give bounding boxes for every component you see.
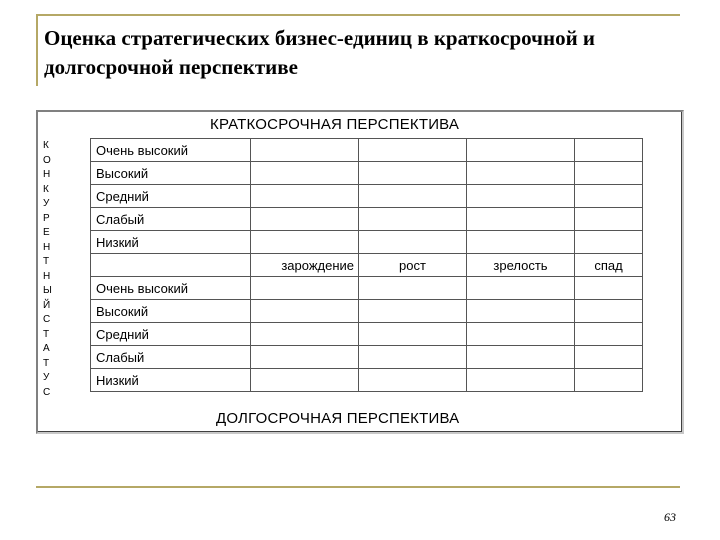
- table-row: [91, 231, 643, 254]
- matrix-cell: [251, 231, 359, 254]
- matrix-cell: [575, 346, 643, 369]
- vertical-letter: Т: [43, 328, 50, 340]
- matrix-cell: [251, 162, 359, 185]
- stage-header-row: [91, 254, 643, 277]
- matrix-cell: [251, 369, 359, 392]
- matrix-cell: [359, 208, 467, 231]
- short-term-heading: КРАТКОСРОЧНАЯ ПЕРСПЕКТИВА: [210, 116, 460, 133]
- matrix-cell: [359, 300, 467, 323]
- vertical-letter: Н: [43, 270, 51, 282]
- matrix-cell: [575, 185, 643, 208]
- slide-title: Оценка стратегических бизнес-единиц в краткосрочной и долгосрочной перспективе: [44, 26, 596, 79]
- matrix-cell: [359, 162, 467, 185]
- vertical-letter: Р: [43, 212, 50, 224]
- stage-label: зарождение: [251, 254, 359, 277]
- row-label: Слабый: [91, 208, 251, 231]
- table-row: [91, 139, 643, 162]
- matrix-cell: [467, 185, 575, 208]
- matrix-cell: [251, 208, 359, 231]
- assessment-matrix: [90, 138, 643, 392]
- competitive-status-vertical-label: [43, 139, 55, 400]
- vertical-letter: Е: [43, 227, 50, 238]
- table-row: [91, 369, 643, 392]
- matrix-cell: [359, 185, 467, 208]
- matrix-cell: [359, 323, 467, 346]
- stage-label: рост: [359, 254, 467, 277]
- stage-label: спад: [575, 254, 643, 277]
- matrix-cell: [467, 139, 575, 162]
- row-label: Средний: [91, 323, 251, 346]
- table-row: [91, 277, 643, 300]
- matrix-cell: [251, 139, 359, 162]
- table-row: [91, 208, 643, 231]
- matrix-cell: [359, 139, 467, 162]
- stage-corner-cell: [91, 254, 251, 277]
- frame-shadow-right: [681, 112, 682, 432]
- matrix-cell: [251, 346, 359, 369]
- matrix-cell: [467, 162, 575, 185]
- vertical-letter: У: [43, 372, 50, 383]
- vertical-letter: Т: [43, 357, 50, 369]
- frame-shadow-bottom: [38, 431, 682, 432]
- vertical-letter: Ы: [43, 285, 52, 296]
- matrix-cell: [359, 346, 467, 369]
- matrix-cell: [575, 208, 643, 231]
- bottom-decor-line: [36, 486, 680, 488]
- row-label: Низкий: [91, 369, 251, 392]
- matrix-cell: [359, 369, 467, 392]
- table-row: [91, 323, 643, 346]
- vertical-letter: К: [43, 183, 49, 195]
- table-row: [91, 300, 643, 323]
- vertical-letter: С: [43, 386, 51, 398]
- matrix-cell: [251, 323, 359, 346]
- vertical-letter: О: [43, 154, 51, 166]
- vertical-letter: С: [43, 314, 51, 325]
- table-row: [91, 185, 643, 208]
- vertical-letter: У: [43, 198, 50, 209]
- matrix-cell: [251, 300, 359, 323]
- row-label: Средний: [91, 185, 251, 208]
- row-label: Высокий: [91, 162, 251, 185]
- matrix-cell: [467, 231, 575, 254]
- row-label: Слабый: [91, 346, 251, 369]
- matrix-cell: [467, 277, 575, 300]
- vertical-letter: Н: [43, 241, 51, 253]
- matrix-cell: [251, 185, 359, 208]
- vertical-letter: Т: [43, 256, 50, 267]
- matrix-cell: [575, 369, 643, 392]
- row-label: Низкий: [91, 231, 251, 254]
- matrix-cell: [359, 231, 467, 254]
- page-number: 63: [664, 510, 676, 524]
- matrix-cell: [251, 277, 359, 300]
- vertical-letter: А: [43, 343, 50, 354]
- top-decor-line: [36, 14, 680, 16]
- row-label: Очень высокий: [91, 139, 251, 162]
- row-label: Очень высокий: [91, 277, 251, 300]
- table-row: [91, 346, 643, 369]
- matrix-cell: [575, 323, 643, 346]
- row-label: Высокий: [91, 300, 251, 323]
- matrix-cell: [575, 277, 643, 300]
- vertical-letter: Й: [43, 299, 51, 311]
- matrix-cell: [575, 162, 643, 185]
- left-decor-line: [36, 14, 38, 86]
- vertical-letter: К: [43, 140, 49, 151]
- matrix-cell: [359, 277, 467, 300]
- matrix-cell: [467, 208, 575, 231]
- matrix-cell: [575, 231, 643, 254]
- matrix-cell: [575, 139, 643, 162]
- long-term-heading: ДОЛГОСРОЧНАЯ ПЕРСПЕКТИВА: [216, 410, 460, 427]
- vertical-letter: Н: [43, 169, 51, 180]
- matrix-cell: [467, 323, 575, 346]
- table-row: [91, 162, 643, 185]
- matrix-cell: [467, 346, 575, 369]
- matrix-cell: [467, 300, 575, 323]
- matrix-cell: [575, 300, 643, 323]
- matrix-cell: [467, 369, 575, 392]
- stage-label: зрелость: [467, 254, 575, 277]
